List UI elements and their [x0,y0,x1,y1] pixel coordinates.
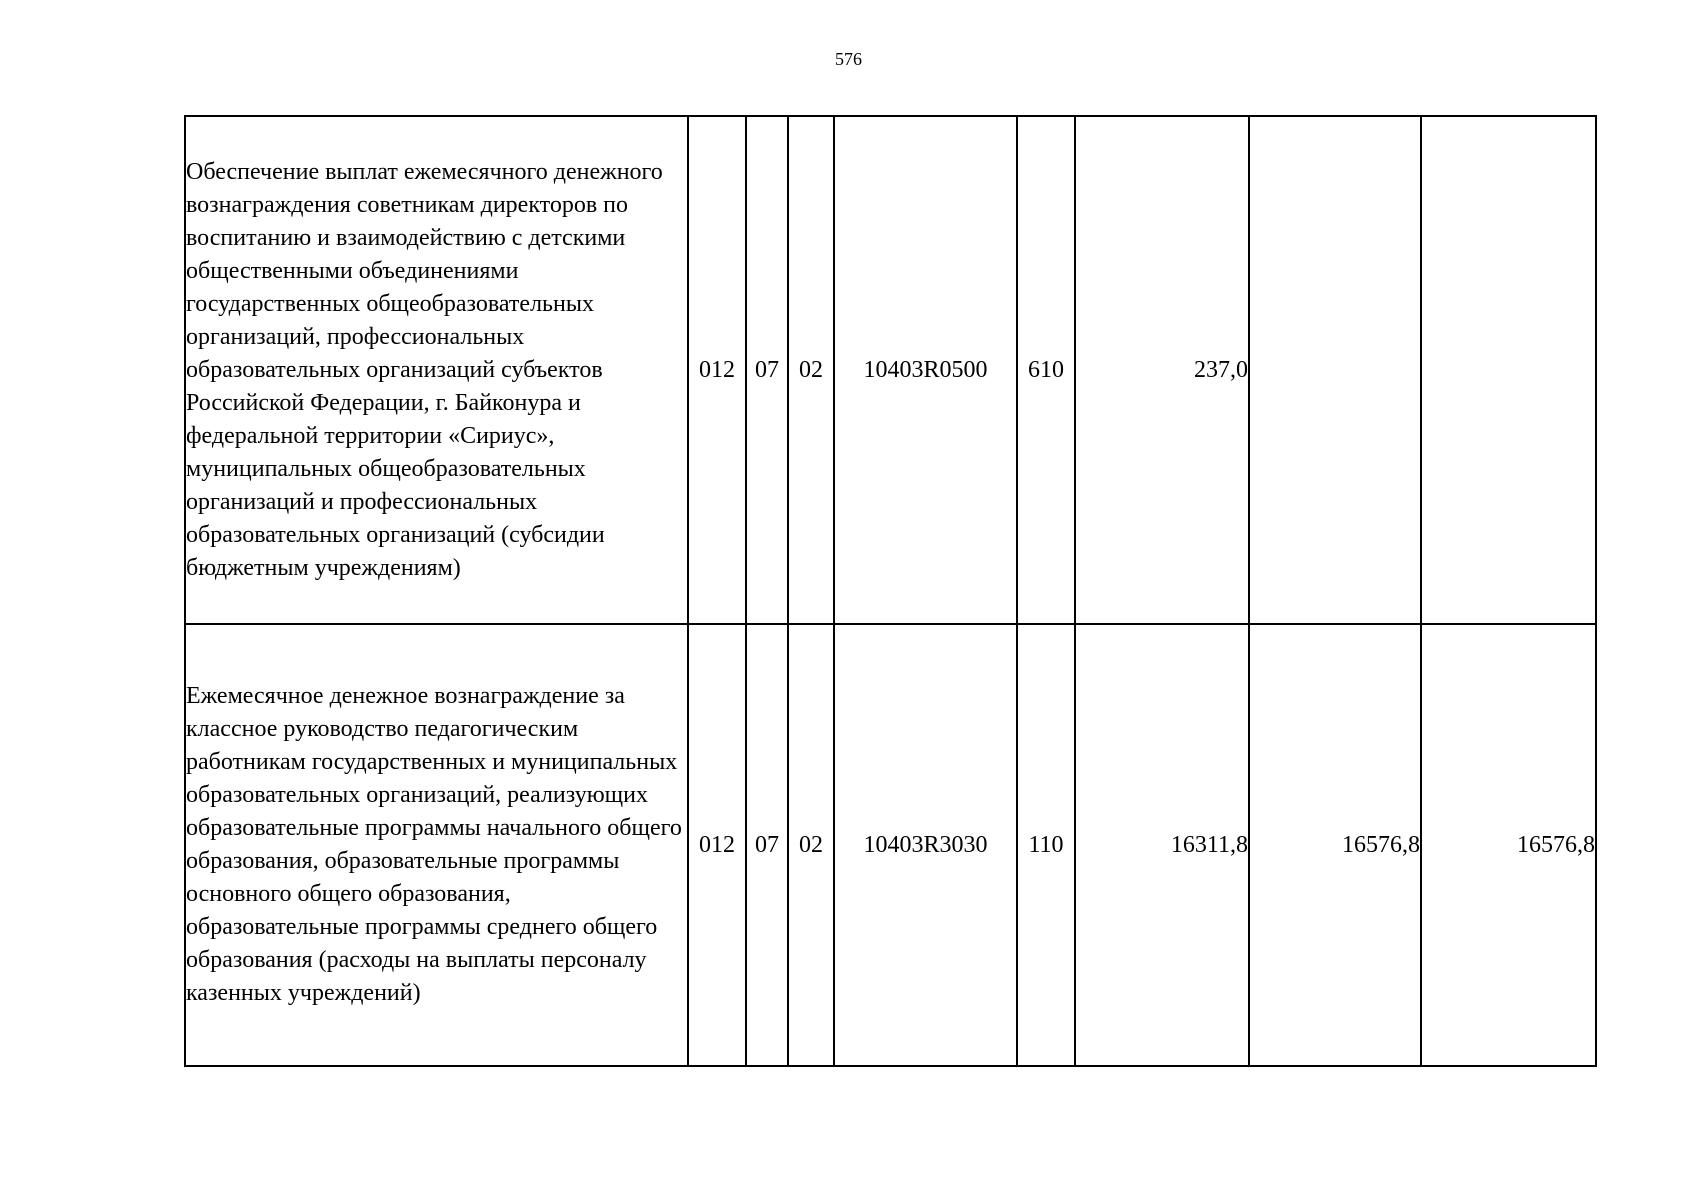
amount-year-1: 237,0 [1075,116,1249,624]
target-article-code: 10403R0500 [834,116,1017,624]
table-row [185,624,1596,1066]
subsection-code: 02 [788,116,834,624]
target-article-code: 10403R3030 [834,624,1017,1066]
section-code: 07 [746,116,788,624]
budget-table [184,115,1597,1067]
section-code: 07 [746,624,788,1066]
ministry-code: 012 [688,116,746,624]
row-description: Ежемесячное денежное вознаграждение за классное руководство педагогическим работникам государственных и муниципальных образовательных организаций, реализующих образовательные программы начального общего образования, образовательные программы основного общего образования, образовательные программы среднего общего образования (расходы на выплаты персоналу казенных учреждений) [185,624,688,1066]
expense-type-code: 610 [1017,116,1075,624]
subsection-code: 02 [788,624,834,1066]
amount-year-2: 16576,8 [1249,624,1421,1066]
page-number: 576 [835,49,862,69]
amount-year-1: 16311,8 [1075,624,1249,1066]
amount-year-3: 16576,8 [1421,624,1596,1066]
amount-year-3 [1421,116,1596,624]
expense-type-code: 110 [1017,624,1075,1066]
table-row [185,116,1596,624]
row-description: Обеспечение выплат ежемесячного денежного вознаграждения советникам директоров по воспитанию и взаимодействию с детскими общественными объединениями государственных общеобразовательных организаций, профессиональных образовательных организаций субъектов Российской Федерации, г. Байконура и федеральной территории «Сириус», муниципальных общеобразовательных организаций и профессиональных образовательных организаций (субсидии бюджетным учреждениям) [185,116,688,624]
ministry-code: 012 [688,624,746,1066]
amount-year-2 [1249,116,1421,624]
